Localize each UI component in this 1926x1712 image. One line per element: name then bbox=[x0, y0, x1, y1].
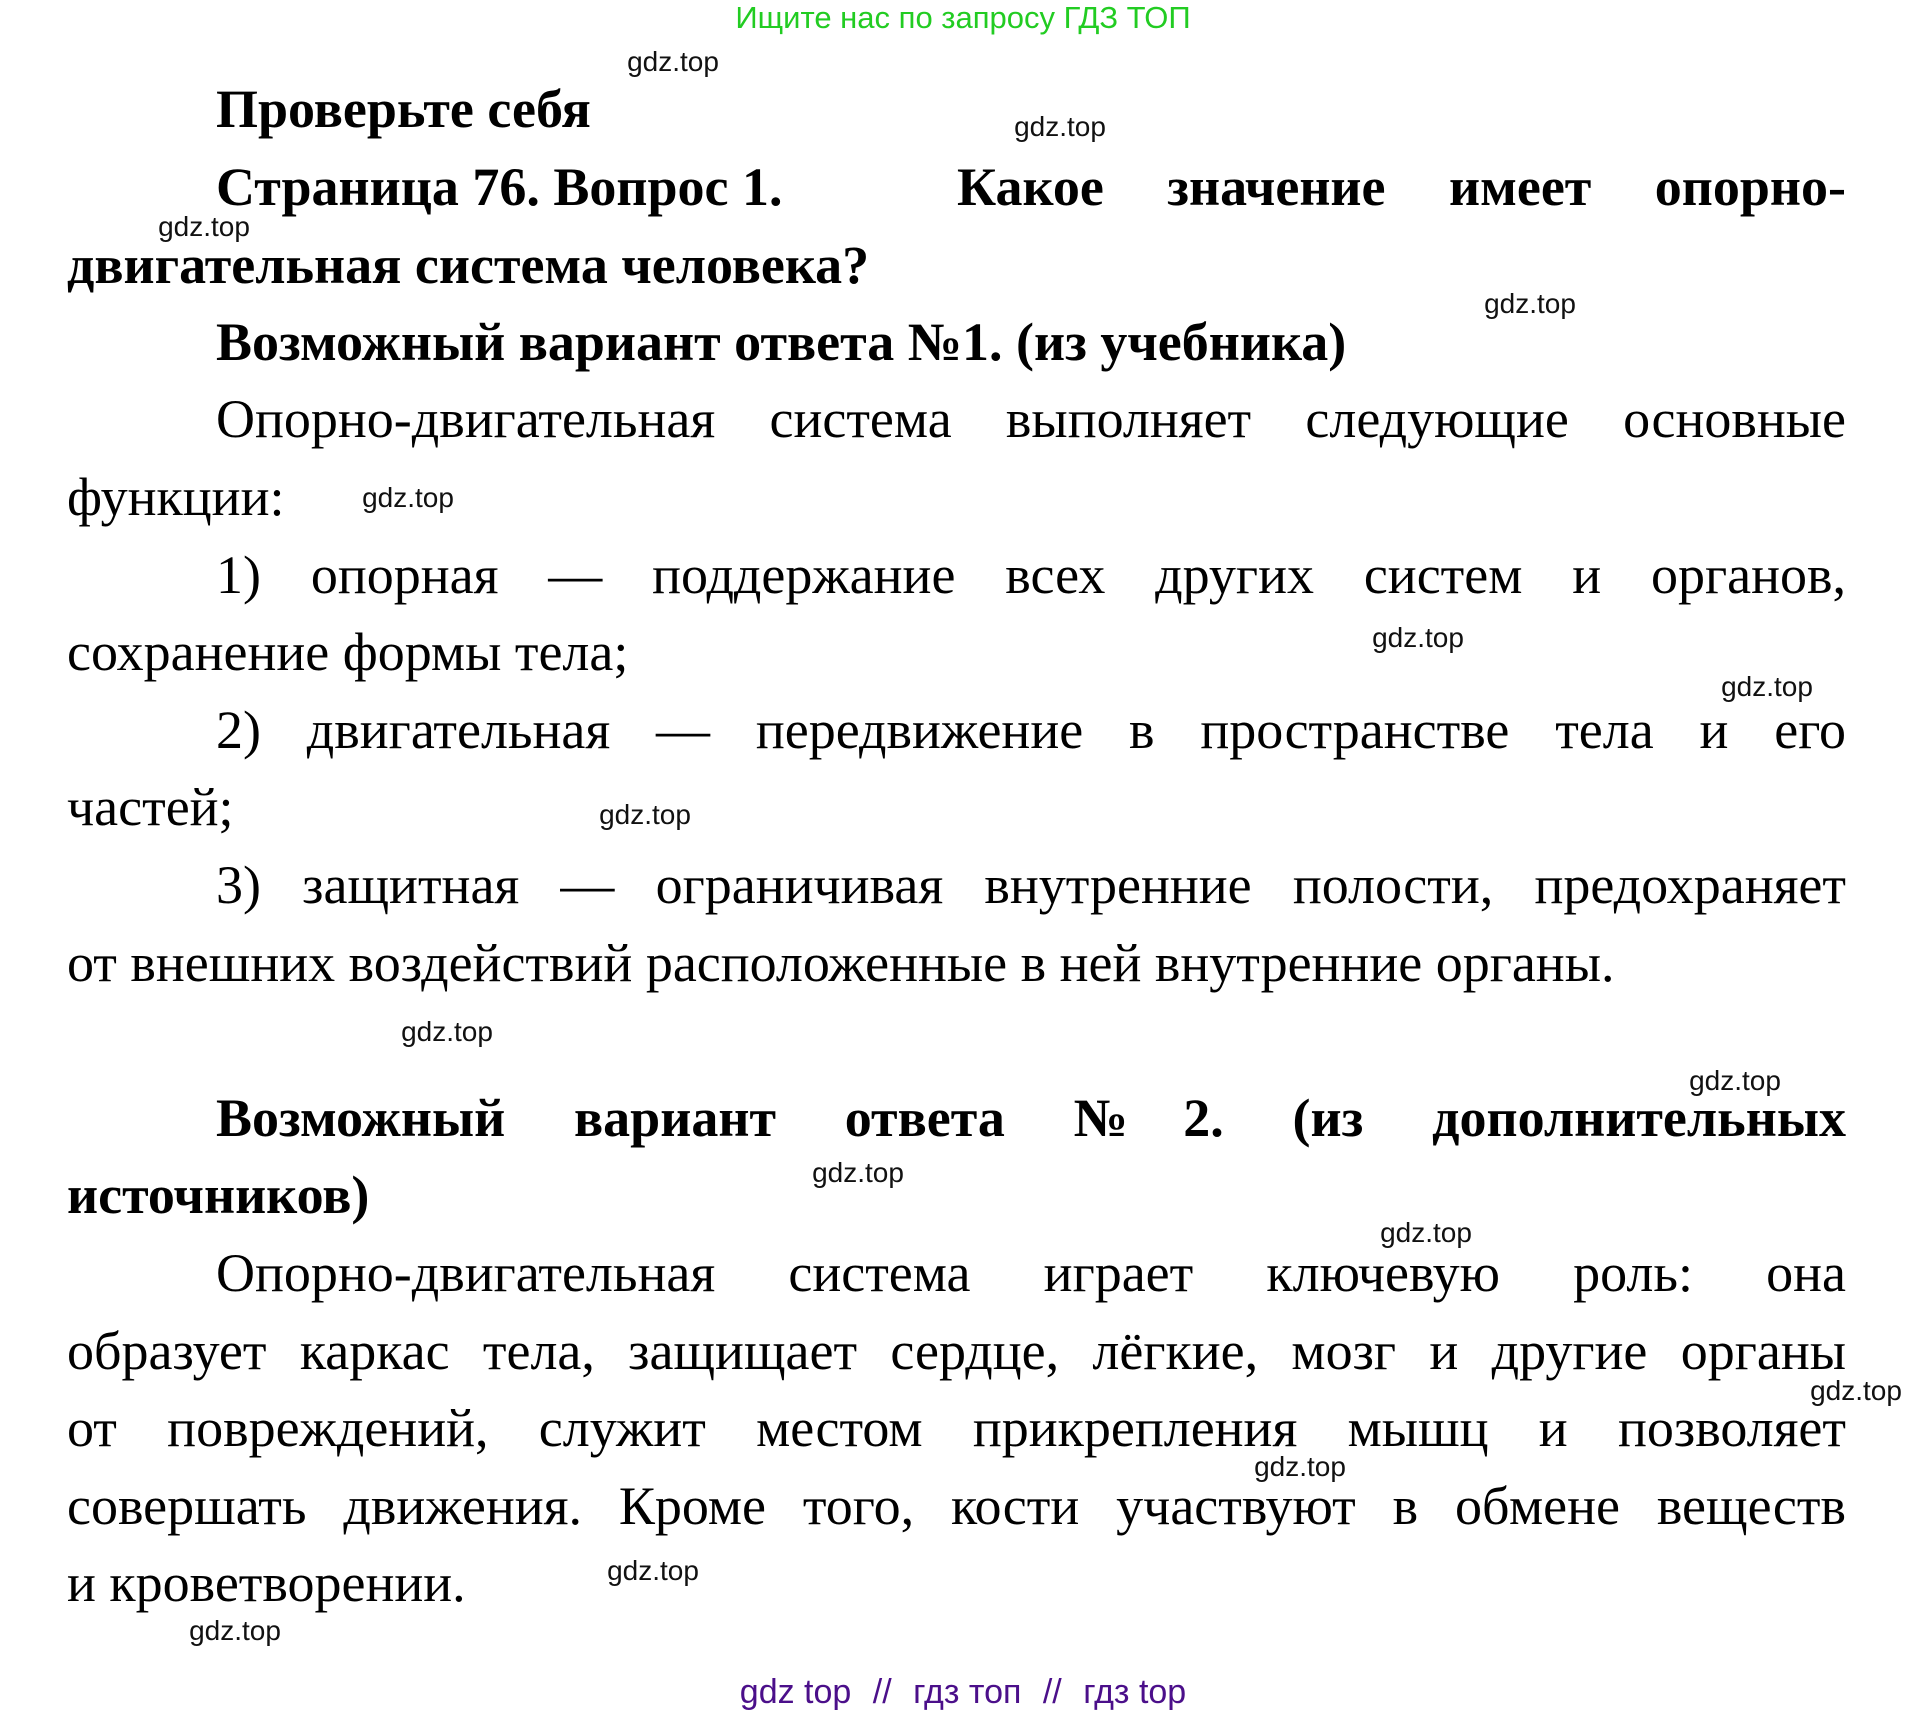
question-text: Какое значение имеет опорно- bbox=[957, 157, 1846, 217]
watermark: gdz.top bbox=[362, 482, 454, 513]
watermark: gdz.top bbox=[1810, 1375, 1902, 1406]
watermark: gdz.top bbox=[1014, 111, 1106, 142]
answer-text-line: 1) опорная — поддержание всех других систем и органов, bbox=[216, 544, 1846, 605]
watermark: gdz.top bbox=[1721, 671, 1813, 702]
watermark: gdz.top bbox=[627, 46, 719, 77]
watermark: gdz.top bbox=[401, 1016, 493, 1047]
footer-link[interactable]: гдз топ bbox=[913, 1673, 1022, 1711]
footer-separator: // bbox=[872, 1673, 892, 1711]
watermark: gdz.top bbox=[1689, 1065, 1781, 1096]
watermark: gdz.top bbox=[607, 1555, 699, 1586]
watermark: gdz.top bbox=[1254, 1451, 1346, 1482]
answer-heading-line: Возможный вариант ответа №1. (из учебника) bbox=[216, 311, 1347, 372]
search-banner: Ищите нас по запросу ГДЗ ТОП bbox=[735, 0, 1191, 35]
answer-text-line: от внешних воздействий расположенные в ней внутренние органы. bbox=[67, 932, 1615, 993]
watermark: gdz.top bbox=[812, 1157, 904, 1188]
answer-text-line: и кроветворении. bbox=[67, 1553, 466, 1614]
answer-heading-line: источников) bbox=[67, 1165, 370, 1226]
footer-separator: // bbox=[1042, 1673, 1062, 1711]
answer-text-line: 2) двигательная — передвижение в пространстве тела и его bbox=[216, 699, 1846, 760]
answer-text-line: Опорно-двигательная система выполняет следующие основные bbox=[216, 389, 1846, 450]
watermark: gdz.top bbox=[158, 211, 250, 242]
watermark: gdz.top bbox=[599, 799, 691, 830]
footer-link[interactable]: гдз top bbox=[1083, 1673, 1187, 1711]
section-heading: Проверьте себя bbox=[216, 79, 591, 139]
question-text-cont: двигательная система человека? bbox=[67, 235, 870, 295]
answer-text-line: 3) защитная — ограничивая внутренние полости, предохраняет bbox=[216, 855, 1846, 915]
footer-links bbox=[0, 1672, 1926, 1712]
answer-text-line: частей; bbox=[67, 777, 234, 838]
watermark: gdz.top bbox=[1372, 622, 1464, 653]
answer-text-line: функции: bbox=[67, 467, 285, 527]
watermark: gdz.top bbox=[189, 1615, 281, 1646]
answer-heading-line: Возможный вариант ответа №2. (из дополнительных bbox=[216, 1087, 1846, 1148]
answer-text-line: Опорно-двигательная система играет ключевую роль: она bbox=[216, 1243, 1846, 1303]
answer-text-line: от повреждений, служит местом прикрепления мышц и позволяет bbox=[67, 1398, 1846, 1459]
answer-text-line: сохранение формы тела; bbox=[67, 622, 629, 683]
watermark: gdz.top bbox=[1380, 1217, 1472, 1248]
footer-link[interactable]: gdz top bbox=[739, 1673, 852, 1711]
answer-text-line: совершать движения. Кроме того, кости участвуют в обмене веществ bbox=[67, 1475, 1846, 1536]
question-label: Страница 76. Вопрос 1. bbox=[216, 157, 783, 217]
watermark: gdz.top bbox=[1484, 288, 1576, 319]
answer-text-line: образует каркас тела, защищает сердце, лёгкие, мозг и другие органы bbox=[67, 1320, 1846, 1381]
